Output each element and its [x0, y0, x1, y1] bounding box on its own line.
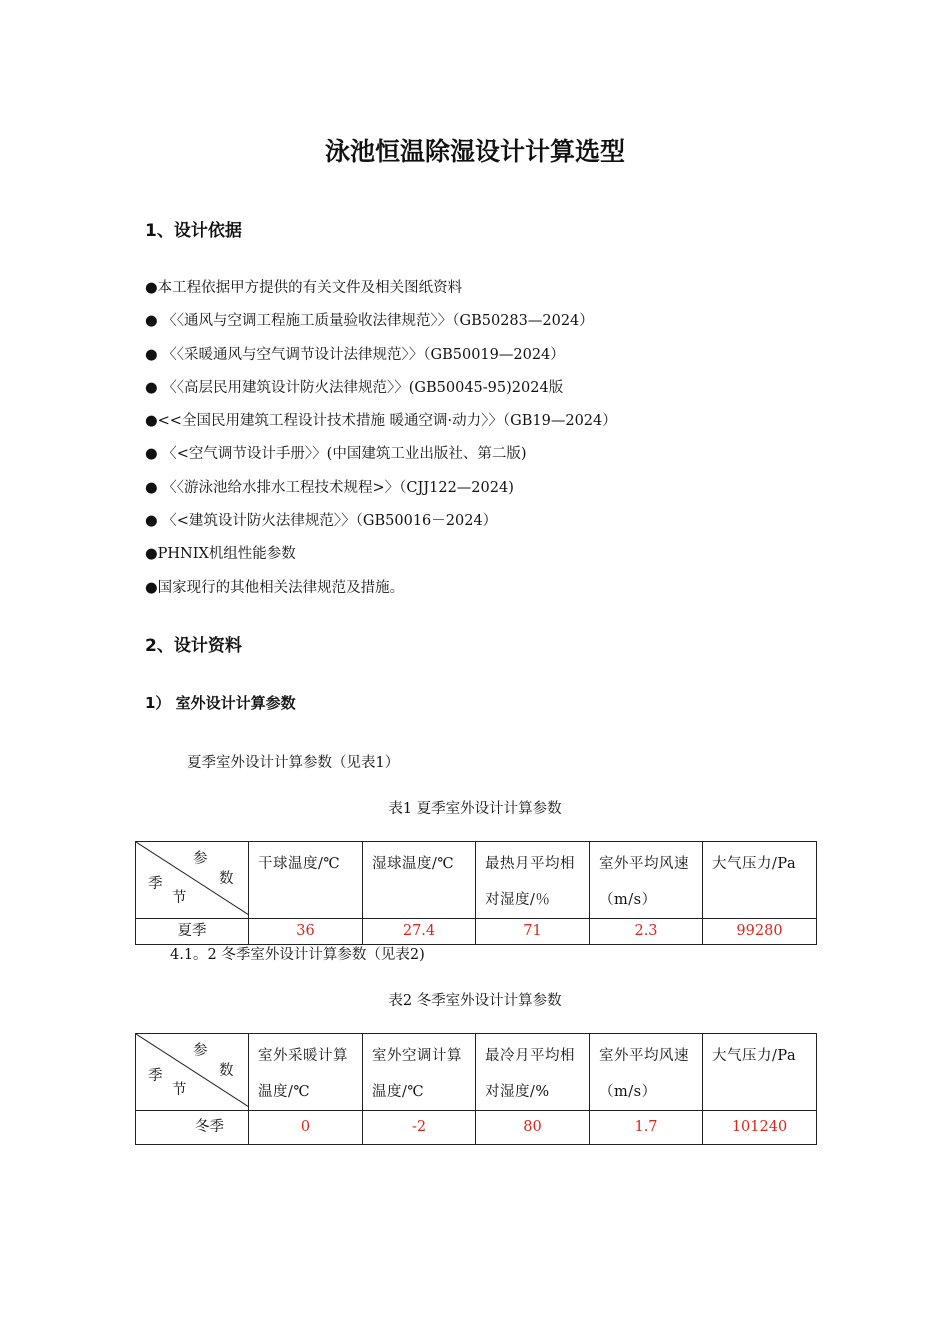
basis-item: ●本工程依据甲方提供的有关文件及相关图纸资料 — [145, 280, 463, 296]
corner-label-param: 参 — [193, 1043, 208, 1059]
basis-item: ●PHNIX机组性能参数 — [145, 546, 296, 563]
table-header-row — [136, 842, 817, 919]
value-cell: 27.4 — [363, 919, 476, 945]
column-header: 大气压力/Pa — [703, 842, 817, 919]
column-header: 干球温度/℃ — [249, 842, 363, 919]
table2-caption: 表2 冬季室外设计计算参数 — [388, 993, 562, 1009]
value-cell: 80 — [476, 1111, 590, 1145]
column-header: 室外平均风速（m/s） — [590, 1034, 703, 1111]
column-header: 室外空调计算温度/℃ — [363, 1034, 476, 1111]
basis-item: ● 〈〈采暖通风与空气调节设计法律规范〉〉（GB50019—2024） — [145, 346, 565, 363]
corner-label-param: 数 — [219, 1063, 234, 1079]
basis-item: ● 〈〈高层民用建筑设计防火法律规范〉〉(GB50045-95)2024版 — [145, 379, 564, 396]
column-header: 室外平均风速（m/s） — [590, 842, 703, 919]
corner-label-season: 节 — [172, 890, 187, 906]
table-row — [136, 1111, 817, 1145]
table-row — [136, 919, 817, 945]
document-title: 泳池恒温除湿设计计算选型 — [324, 137, 625, 166]
winter-params-table — [135, 1033, 817, 1145]
value-cell: 99280 — [703, 919, 817, 945]
value-cell: 36 — [249, 919, 363, 945]
section-heading-design-basis: 1、设计依据 — [145, 221, 242, 241]
value-cell: 0 — [249, 1111, 363, 1145]
summer-intro-text: 夏季室外设计计算参数（见表1） — [187, 755, 400, 771]
column-header: 最热月平均相对湿度/％ — [476, 842, 590, 919]
value-cell: -2 — [363, 1111, 476, 1145]
value-cell: 2.3 — [590, 919, 703, 945]
value-cell: 101240 — [703, 1111, 817, 1145]
basis-item: ● 〈<空气调节设计手册〉〉(中国建筑工业出版社、第二版) — [145, 446, 527, 463]
basis-item: ●<<全国民用建筑工程设计技术措施 暖通空调·动力〉〉（GB19—2024） — [145, 413, 617, 430]
corner-label-season: 季 — [148, 1068, 163, 1084]
table-header-row — [136, 1034, 817, 1111]
basis-item: ●国家现行的其他相关法律规范及措施。 — [145, 579, 405, 596]
season-cell: 夏季 — [136, 919, 249, 945]
season-cell: 冬季 — [136, 1111, 249, 1145]
diagonal-header-cell — [136, 1034, 249, 1111]
section-heading-design-data: 2、设计资料 — [145, 636, 242, 656]
column-header: 湿球温度/℃ — [363, 842, 476, 919]
basis-item: ● 〈〈游泳池给水排水工程技术规程>〉（CJJ122—2024) — [145, 479, 514, 496]
column-header: 室外采暖计算温度/℃ — [249, 1034, 363, 1111]
corner-label-season: 季 — [148, 876, 163, 892]
design-basis-list — [145, 276, 617, 609]
basis-item: ● 〈<建筑设计防火法律规范〉〉（GB50016－2024） — [145, 513, 498, 530]
column-header: 大气压力/Pa — [703, 1034, 817, 1111]
value-cell: 1.7 — [590, 1111, 703, 1145]
column-header: 最冷月平均相对湿度/% — [476, 1034, 590, 1111]
corner-label-param: 参 — [193, 851, 208, 867]
corner-label-param: 数 — [219, 871, 234, 887]
diagonal-header-cell — [136, 842, 249, 919]
winter-intro-text: 4.1。2 冬季室外设计计算参数（见表2) — [170, 947, 425, 963]
subsection-heading-outdoor-params: 1） 室外设计计算参数 — [145, 694, 296, 712]
basis-item: ● 〈〈通风与空调工程施工质量验收法律规范〉〉（GB50283—2024） — [145, 313, 594, 330]
corner-label-season: 节 — [172, 1082, 187, 1098]
value-cell: 71 — [476, 919, 590, 945]
table1-caption: 表1 夏季室外设计计算参数 — [388, 801, 562, 817]
summer-params-table — [135, 841, 817, 945]
